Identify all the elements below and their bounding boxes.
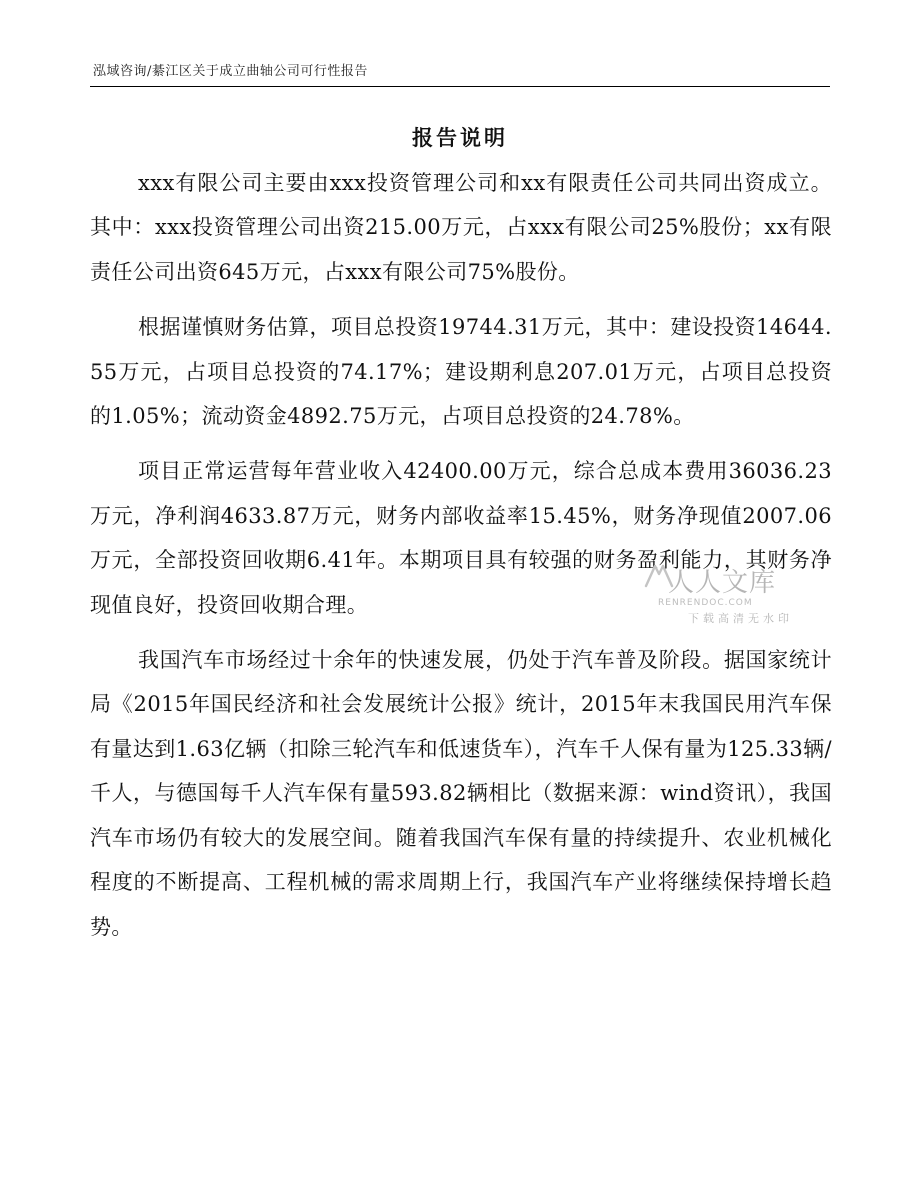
header-rule [90,86,830,87]
paragraph-shareholding: xxx有限公司主要由xxx投资管理公司和xx有限责任公司共同出资成立。其中：xxx投资管理公司出资215.00万元，占xxx有限公司25%股份；xx有限责任公司出资645万元，占xxx有限公司75%股份。 [90,171,832,284]
paragraph-financials: 项目正常运营每年营业收入42400.00万元，综合总成本费用36036.23万元，净利润4633.87万元，财务内部收益率15.45%，财务净现值2007.06万元，全部投资回收期6.41年。本期项目具有较强的财务盈利能力，其财务净现值良好，投资回收期合理。 [90,459,832,617]
watermark-subtitle: RENRENDOC.COM [658,598,753,608]
watermark-caption: 下载高清无水印 [688,612,793,625]
page-title: 报告说明 [412,125,508,150]
paragraph-market: 我国汽车市场经过十余年的快速发展，仍处于汽车普及阶段。据国家统计局《2015年国民经济和社会发展统计公报》统计，2015年末我国民用汽车保有量达到1.63亿辆（扣除三轮汽车和低速货车），汽车千人保有量为125.33辆/千人，与德国每千人汽车保有量593.82辆相比（数据来源：wind资讯），我国汽车市场仍有较大的发展空间。随着我国汽车保有量的持续提升、农业机械化程度的不断提高、工程机械的需求周期上行，我国汽车产业将继续保持增长趋势。 [90,648,832,939]
paragraph-investment: 根据谨慎财务估算，项目总投资19744.31万元，其中：建设投资14644.55万元，占项目总投资的74.17%；建设期利息207.01万元，占项目总投资的1.05%；流动资金4892.75万元，占项目总投资的24.78%。 [90,315,832,429]
running-header: 泓域咨询/綦江区关于成立曲轴公司可行性报告 [93,64,368,79]
watermark-title: 人人文库 [668,568,777,598]
document-body [90,161,832,960]
